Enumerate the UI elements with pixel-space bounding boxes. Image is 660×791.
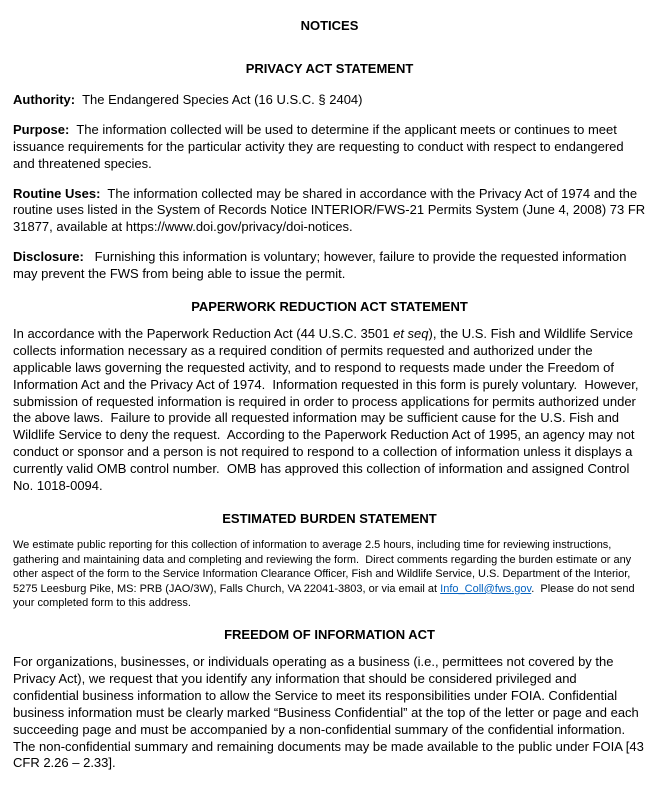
- paragraph-routine-uses: [13, 185, 649, 237]
- purpose-text: The information collected will be used to determine if the applicant meets or continues to meet issuance requirements for the particular activity they are requesting to conduct with respect to endangered and threatened species.: [13, 121, 628, 171]
- paragraph-estimated-burden: [13, 538, 646, 611]
- foia-text: For organizations, businesses, or individuals operating as a business (i.e., permittees not covered by the Privacy Act), we request that you identify any information that should be considered privileged and confidential business information to allow the Service to meet its responsibilities under FOIA. Confidential business information must be clearly marked “Business Confidential” at the top of the letter or page and each succeeding page and must be accompanied by a non-confidential summary of the confidential information. The non-confidential summary and remaining documents may be made available to the public under FOIA [43 CFR 2.26 – 2.33].: [13, 654, 648, 771]
- disclosure-label: Disclosure:: [13, 249, 84, 265]
- heading-paperwork-reduction-act: PAPERWORK REDUCTION ACT STATEMENT: [191, 299, 468, 315]
- purpose-label: Purpose:: [13, 121, 70, 137]
- paperwork-text-italic: et seq: [393, 326, 429, 342]
- burden-text-part1: We estimate public reporting for this collection of information to average 2.5 hours, including time for reviewing instructions, gathering and maintaining data and completing and reviewing the form. Direct comments regarding the burden estimate or any other aspect of the form to the Service Information Clearance Officer, Fish and Wildlife Service, U.S. Department of the Interior, 5275 Leesburg Pike, MS: PRB (JAO/3W), Falls Church, VA 22041-3803, or via email at: [13, 538, 635, 595]
- paperwork-text-part1: In accordance with the Paperwork Reduction Act (44 U.S.C. 3501: [13, 326, 394, 342]
- disclosure-text: Furnishing this information is voluntary; however, failure to provide the requested information may prevent the FWS from being able to issue the permit.: [13, 249, 631, 282]
- email-link[interactable]: Info_Coll@fws.gov: [440, 582, 532, 595]
- paragraph-foia: [13, 654, 646, 772]
- routine-uses-text: The information collected may be shared in accordance with the Privacy Act of 1974 and the routine uses listed in the System of Records Notice INTERIOR/FWS-21 Permits System (June 4, 2008) 73 FR 31877, available at https://www.doi.gov/privacy/doi-notices.: [13, 185, 649, 235]
- heading-privacy-act-statement: PRIVACY ACT STATEMENT: [245, 61, 414, 76]
- routine-uses-label: Routine Uses:: [13, 185, 101, 201]
- authority-text: The Endangered Species Act (16 U.S.C. § 2404): [75, 92, 363, 107]
- page-title: NOTICES: [300, 18, 359, 33]
- heading-freedom-of-information: FREEDOM OF INFORMATION ACT: [224, 627, 435, 643]
- paragraph-purpose: [13, 122, 646, 173]
- burden-text-part2: . Please do not send your completed form to this address.: [13, 582, 638, 610]
- paperwork-text-part2: ), the U.S. Fish and Wildlife Service collects information necessary as a required condition of permits requested and authorized under the applicable laws governing the requested activity, and to respond to requests made under the Freedom of Information Act and the Privacy Act of 1974. Information requested in this form is purely voluntary. However, submission of requested information is required in order to process applications for permits authorized under the above laws. Failure to provide all requested information may be sufficient cause for the U.S. Fish and Wildlife Service to deny the request. According to the Paperwork Reduction Act of 1995, an agency may not conduct or sponsor and a person is not required to respond to a collection of information unless it displays a currently valid OMB control number. OMB has approved this collection of information and assigned Control No. 1018-0094.: [13, 326, 643, 494]
- paragraph-paperwork-reduction: [13, 326, 646, 495]
- paragraph-disclosure: [13, 249, 646, 283]
- heading-estimated-burden: ESTIMATED BURDEN STATEMENT: [222, 510, 437, 526]
- authority-label: Authority:: [13, 92, 76, 107]
- paragraph-authority: [13, 92, 646, 109]
